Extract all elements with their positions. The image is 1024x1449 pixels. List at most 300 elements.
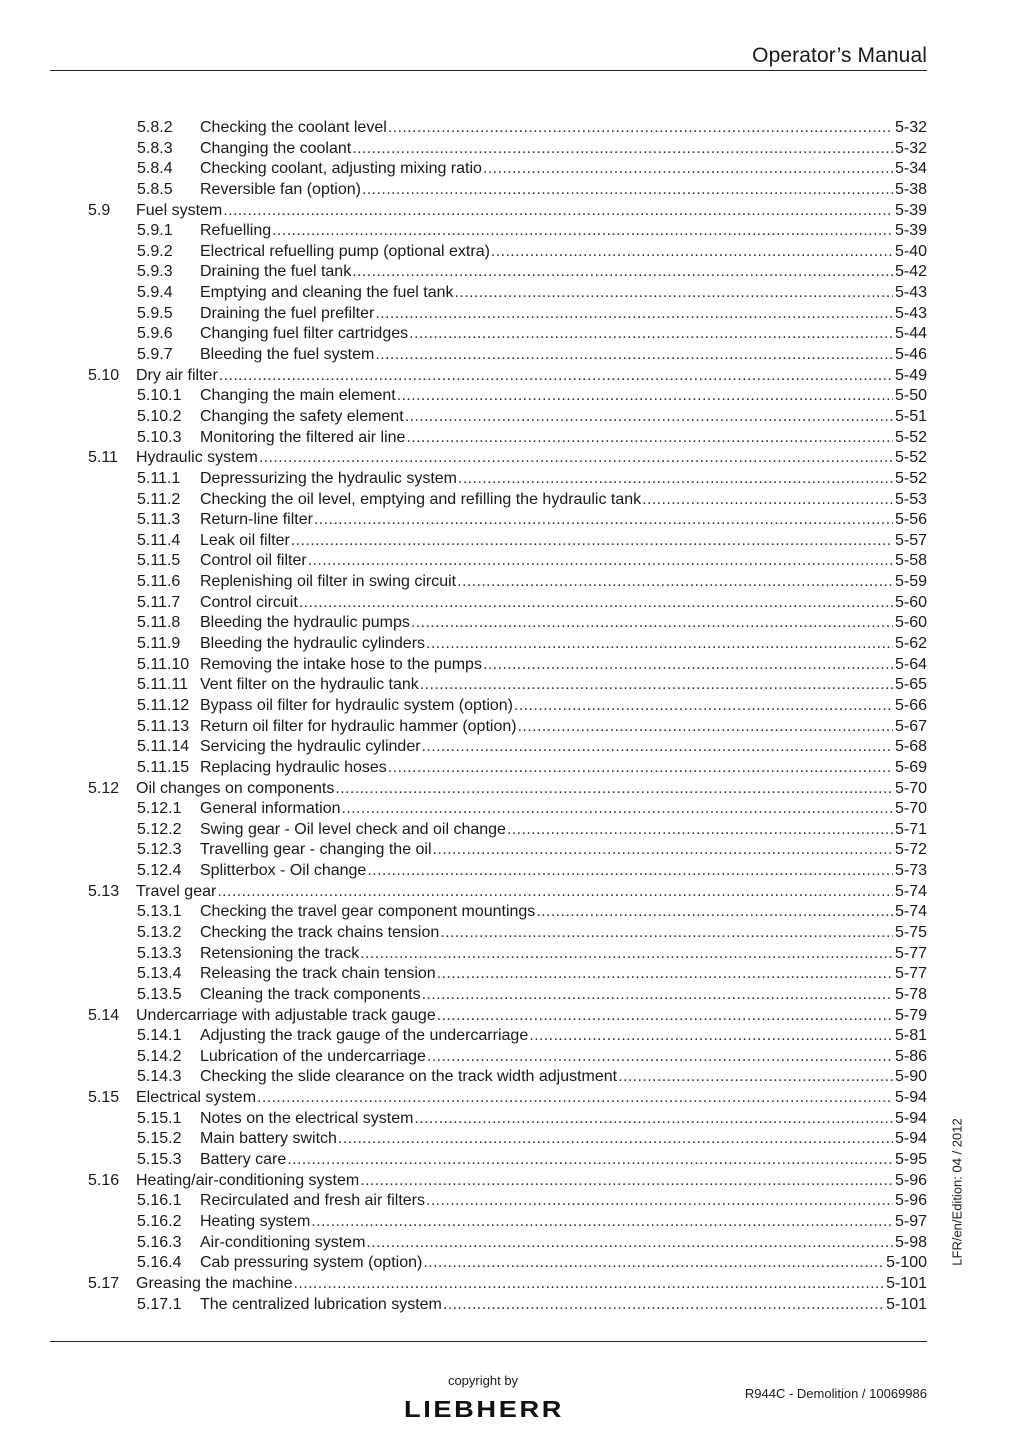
toc-section-row[interactable] xyxy=(88,1171,927,1192)
toc-dot-leader xyxy=(388,118,893,139)
toc-title: Battery care xyxy=(200,1151,287,1169)
toc-title: Checking the coolant level xyxy=(200,119,387,136)
toc-title: Reversible fan (option) xyxy=(200,180,361,198)
toc-page-number: 5-50 xyxy=(894,387,927,405)
toc-number: 5.15.3 xyxy=(137,1151,182,1169)
toc-section-row[interactable] xyxy=(88,779,927,800)
toc-subsection-row[interactable] xyxy=(88,490,927,511)
toc-dot-leader xyxy=(427,1047,893,1068)
toc-entry xyxy=(200,861,927,882)
toc-number: 5.16.4 xyxy=(137,1254,182,1272)
toc-dot-leader xyxy=(338,1129,893,1150)
toc-dot-leader xyxy=(514,696,893,717)
toc-page-number: 5-39 xyxy=(894,201,927,219)
toc-page-number: 5-69 xyxy=(894,758,927,776)
toc-number: 5.11.4 xyxy=(137,531,181,549)
toc-number: 5.14.2 xyxy=(137,1047,182,1065)
toc-subsection-row[interactable] xyxy=(88,1026,927,1047)
toc-number: 5.11.6 xyxy=(137,573,181,591)
toc-dot-leader xyxy=(360,1171,893,1192)
toc-dot-leader xyxy=(457,572,893,593)
toc-number: 5.17 xyxy=(88,1274,120,1292)
footer-rule xyxy=(50,1341,927,1342)
toc-subsection-row[interactable] xyxy=(88,180,927,201)
toc-page-number: 5-73 xyxy=(894,862,927,880)
toc-subsection-row[interactable] xyxy=(88,613,927,634)
toc-subsection-row[interactable] xyxy=(88,593,927,614)
toc-number: 5.11.10 xyxy=(137,655,190,673)
toc-dot-leader xyxy=(443,1295,884,1316)
toc-page-number: 5-62 xyxy=(894,635,927,653)
toc-subsection-row[interactable] xyxy=(88,861,927,882)
toc-number: 5.9.6 xyxy=(137,325,173,343)
toc-number: 5.16.1 xyxy=(137,1192,182,1210)
toc-subsection-row[interactable] xyxy=(88,944,927,965)
toc-entry xyxy=(200,283,927,304)
toc-page-number: 5-96 xyxy=(894,1171,927,1189)
toc-page-number: 5-67 xyxy=(894,717,927,735)
toc-page-number: 5-44 xyxy=(894,325,927,343)
toc-entry xyxy=(200,985,927,1006)
toc-dot-leader xyxy=(352,262,893,283)
toc-dot-leader xyxy=(272,221,893,242)
toc-entry xyxy=(200,944,927,965)
toc-entry xyxy=(200,510,927,531)
toc-title: Swing gear - Oil level check and oil change xyxy=(200,820,506,838)
toc-title: Recirculated and fresh air filters xyxy=(200,1192,425,1210)
toc-subsection-row[interactable] xyxy=(88,799,927,820)
toc-subsection-row[interactable] xyxy=(88,531,927,552)
toc-number: 5.13.2 xyxy=(137,923,182,941)
toc-title: Monitoring the filtered air line xyxy=(200,428,406,446)
toc-entry xyxy=(200,923,927,944)
toc-subsection-row[interactable] xyxy=(88,1109,927,1130)
toc-title: Bypass oil filter for hydraulic system (option) xyxy=(200,696,513,714)
toc-subsection-row[interactable] xyxy=(88,923,927,944)
toc-page-number: 5-32 xyxy=(894,119,927,136)
toc-title: Bleeding the hydraulic pumps xyxy=(200,614,410,632)
toc-number: 5.11.11 xyxy=(137,676,189,694)
toc-title: Travelling gear - changing the oil xyxy=(200,841,432,859)
toc-page-number: 5-94 xyxy=(894,1089,927,1107)
toc-title: Lubrication of the undercarriage xyxy=(200,1047,426,1065)
toc-entry xyxy=(136,201,927,222)
toc-dot-leader xyxy=(311,1212,893,1233)
toc-subsection-row[interactable] xyxy=(88,737,927,758)
toc-page-number: 5-78 xyxy=(894,985,927,1003)
toc-entry xyxy=(200,634,927,655)
toc-subsection-row[interactable] xyxy=(88,1253,927,1274)
toc-dot-leader xyxy=(406,428,893,449)
toc-number: 5.12.4 xyxy=(137,862,182,880)
toc-number: 5.13 xyxy=(88,882,120,900)
toc-title: Adjusting the track gauge of the undercarriage xyxy=(200,1027,529,1045)
toc-page-number: 5-49 xyxy=(894,366,927,384)
toc-subsection-row[interactable] xyxy=(88,139,927,160)
toc-number: 5.13.5 xyxy=(137,985,182,1003)
toc-subsection-row[interactable] xyxy=(88,675,927,696)
toc-title: Releasing the track chain tension xyxy=(200,965,436,983)
toc-subsection-row[interactable] xyxy=(88,345,927,366)
toc-page-number: 5-46 xyxy=(894,346,927,364)
toc-title: Retensioning the track xyxy=(200,944,360,962)
toc-page-number: 5-98 xyxy=(894,1233,927,1251)
toc-title: Cab pressuring system (option) xyxy=(200,1254,423,1272)
toc-dot-leader xyxy=(618,1067,893,1088)
toc-page-number: 5-68 xyxy=(894,738,927,756)
toc-page-number: 5-101 xyxy=(886,1295,927,1313)
toc-entry xyxy=(200,159,927,180)
toc-dot-leader xyxy=(491,242,893,263)
toc-title: Return-line filter xyxy=(200,511,313,529)
toc-title: The centralized lubrication system xyxy=(200,1295,442,1313)
toc-title: Control circuit xyxy=(200,593,298,611)
toc-title: Checking the slide clearance on the track width adjustment xyxy=(200,1068,618,1086)
toc-dot-leader xyxy=(411,613,893,634)
toc-number: 5.11.1 xyxy=(137,469,181,487)
toc-dot-leader xyxy=(420,675,893,696)
toc-number: 5.11.13 xyxy=(137,717,190,735)
toc-dot-leader xyxy=(536,902,893,923)
toc-number: 5.13.4 xyxy=(137,965,182,983)
toc-title: Undercarriage with adjustable track gauge xyxy=(136,1006,436,1024)
toc-subsection-row[interactable] xyxy=(88,1295,927,1316)
toc-title: Checking coolant, adjusting mixing ratio xyxy=(200,160,482,178)
toc-page-number: 5-81 xyxy=(894,1027,927,1045)
toc-dot-leader xyxy=(414,1109,893,1130)
toc-page-number: 5-75 xyxy=(894,923,927,941)
toc-subsection-row[interactable] xyxy=(88,572,927,593)
toc-dot-leader xyxy=(422,737,893,758)
toc-number: 5.11.3 xyxy=(137,511,181,529)
toc-subsection-row[interactable] xyxy=(88,510,927,531)
toc-subsection-row[interactable] xyxy=(88,1150,927,1171)
toc-dot-leader xyxy=(422,985,893,1006)
toc-entry xyxy=(200,221,927,242)
toc-number: 5.10.1 xyxy=(137,387,182,405)
toc-title: Emptying and cleaning the fuel tank xyxy=(200,284,454,302)
toc-page-number: 5-94 xyxy=(894,1109,927,1127)
toc-dot-leader xyxy=(388,758,893,779)
toc-title: Checking the travel gear component mountings xyxy=(200,903,536,921)
toc-number: 5.14 xyxy=(88,1006,120,1024)
toc-page-number: 5-79 xyxy=(894,1006,927,1024)
toc-number: 5.9.1 xyxy=(137,222,173,240)
toc-number: 5.17.1 xyxy=(137,1295,182,1313)
toc-entry xyxy=(200,1295,927,1316)
toc-number: 5.11.12 xyxy=(137,696,190,714)
toc-dot-leader xyxy=(458,469,893,490)
toc-page-number: 5-95 xyxy=(894,1151,927,1169)
toc-dot-leader xyxy=(423,1253,884,1274)
toc-entry xyxy=(200,758,927,779)
toc-dot-leader xyxy=(642,490,893,511)
toc-number: 5.11 xyxy=(88,449,118,467)
toc-subsection-row[interactable] xyxy=(88,717,927,738)
toc-entry xyxy=(136,448,927,469)
toc-number: 5.14.3 xyxy=(137,1068,182,1086)
toc-page-number: 5-42 xyxy=(894,263,927,281)
toc-dot-leader xyxy=(360,944,893,965)
toc-page-number: 5-66 xyxy=(894,696,927,714)
toc-entry xyxy=(200,902,927,923)
toc-entry xyxy=(200,964,927,985)
toc-page-number: 5-72 xyxy=(894,841,927,859)
toc-dot-leader xyxy=(483,655,893,676)
toc-title: Heating/air-conditioning system xyxy=(136,1171,360,1189)
liebherr-logo-text: LIEBHERR xyxy=(404,1397,564,1421)
toc-subsection-row[interactable] xyxy=(88,634,927,655)
toc-number: 5.16 xyxy=(88,1171,120,1189)
toc-number: 5.12.3 xyxy=(137,841,182,859)
toc-title: Oil changes on components xyxy=(136,779,335,797)
toc-entry xyxy=(200,696,927,717)
copyright-label: copyright by xyxy=(447,1373,519,1388)
toc-title: Checking the track chains tension xyxy=(200,923,440,941)
toc-page-number: 5-32 xyxy=(894,139,927,157)
toc-subsection-row[interactable] xyxy=(88,159,927,180)
toc-entry xyxy=(200,1150,927,1171)
toc-section-row[interactable] xyxy=(88,1274,927,1295)
toc-dot-leader xyxy=(367,861,893,882)
toc-dot-leader xyxy=(397,386,893,407)
toc-number: 5.16.3 xyxy=(137,1233,182,1251)
toc-page-number: 5-77 xyxy=(894,965,927,983)
toc-subsection-row[interactable] xyxy=(88,820,927,841)
toc-title: Hydraulic system xyxy=(136,449,258,467)
toc-title: General information xyxy=(200,800,341,818)
toc-page-number: 5-86 xyxy=(894,1047,927,1065)
toc-title: Splitterbox - Oil change xyxy=(200,862,367,880)
toc-title: Heating system xyxy=(200,1212,311,1230)
toc-subsection-row[interactable] xyxy=(88,1067,927,1088)
toc-section-row[interactable] xyxy=(88,1088,927,1109)
toc-dot-leader xyxy=(366,1233,893,1254)
toc-entry xyxy=(200,139,927,160)
toc-page-number: 5-94 xyxy=(894,1130,927,1148)
toc-subsection-row[interactable] xyxy=(88,655,927,676)
toc-subsection-row[interactable] xyxy=(88,304,927,325)
toc-title: Travel gear xyxy=(136,882,217,900)
toc-number: 5.8.3 xyxy=(137,139,173,157)
toc-dot-leader xyxy=(308,551,893,572)
toc-title: Bleeding the hydraulic cylinders xyxy=(200,635,426,653)
toc-subsection-row[interactable] xyxy=(88,758,927,779)
toc-subsection-row[interactable] xyxy=(88,262,927,283)
table-of-contents xyxy=(88,118,927,1315)
toc-entry xyxy=(200,469,927,490)
toc-entry xyxy=(200,304,927,325)
toc-page-number: 5-57 xyxy=(894,531,927,549)
toc-entry xyxy=(200,262,927,283)
toc-page-number: 5-101 xyxy=(886,1274,927,1292)
toc-dot-leader xyxy=(529,1026,893,1047)
toc-entry xyxy=(136,779,927,800)
toc-number: 5.9 xyxy=(88,201,111,219)
toc-entry xyxy=(136,366,927,387)
toc-subsection-row[interactable] xyxy=(88,902,927,923)
toc-section-row[interactable] xyxy=(88,201,927,222)
toc-title: Electrical system xyxy=(136,1089,257,1107)
toc-subsection-row[interactable] xyxy=(88,1212,927,1233)
toc-page-number: 5-71 xyxy=(894,820,927,838)
edition-note xyxy=(945,1112,969,1272)
toc-page-number: 5-51 xyxy=(894,407,927,425)
toc-entry xyxy=(200,1026,927,1047)
toc-page-number: 5-56 xyxy=(894,511,927,529)
toc-number: 5.10 xyxy=(88,366,120,384)
toc-entry xyxy=(200,551,927,572)
toc-subsection-row[interactable] xyxy=(88,696,927,717)
toc-dot-leader xyxy=(433,840,893,861)
toc-dot-leader xyxy=(437,964,893,985)
toc-entry xyxy=(200,428,927,449)
toc-subsection-row[interactable] xyxy=(88,118,927,139)
toc-entry xyxy=(200,799,927,820)
toc-number: 5.15.1 xyxy=(137,1109,182,1127)
toc-page-number: 5-43 xyxy=(894,304,927,322)
toc-number: 5.9.4 xyxy=(137,284,173,302)
toc-number: 5.9.5 xyxy=(137,304,173,322)
toc-title: Vent filter on the hydraulic tank xyxy=(200,676,419,694)
toc-number: 5.13.3 xyxy=(137,944,182,962)
toc-dot-leader xyxy=(219,366,893,387)
toc-subsection-row[interactable] xyxy=(88,221,927,242)
toc-page-number: 5-52 xyxy=(894,428,927,446)
toc-number: 5.10.3 xyxy=(137,428,182,446)
toc-subsection-row[interactable] xyxy=(88,551,927,572)
toc-entry xyxy=(200,1109,927,1130)
toc-dot-leader xyxy=(426,1191,893,1212)
toc-number: 5.11.15 xyxy=(137,758,190,776)
toc-page-number: 5-59 xyxy=(894,573,927,591)
toc-page-number: 5-58 xyxy=(894,552,927,570)
toc-entry xyxy=(200,675,927,696)
toc-title: Cleaning the track components xyxy=(200,985,421,1003)
toc-section-row[interactable] xyxy=(88,882,927,903)
toc-entry xyxy=(200,345,927,366)
toc-title: Main battery switch xyxy=(200,1130,337,1148)
toc-subsection-row[interactable] xyxy=(88,428,927,449)
toc-dot-leader xyxy=(507,820,893,841)
toc-entry xyxy=(136,882,927,903)
toc-entry xyxy=(200,840,927,861)
toc-subsection-row[interactable] xyxy=(88,985,927,1006)
toc-subsection-row[interactable] xyxy=(88,1129,927,1150)
toc-dot-leader xyxy=(440,923,893,944)
toc-entry xyxy=(200,1129,927,1150)
toc-subsection-row[interactable] xyxy=(88,1191,927,1212)
toc-dot-leader xyxy=(259,448,893,469)
toc-page-number: 5-74 xyxy=(894,903,927,921)
page-header-title: Operator’s Manual xyxy=(752,44,927,67)
toc-dot-leader xyxy=(375,345,893,366)
toc-entry xyxy=(200,324,927,345)
toc-page-number: 5-39 xyxy=(894,222,927,240)
toc-subsection-row[interactable] xyxy=(88,840,927,861)
toc-subsection-row[interactable] xyxy=(88,283,927,304)
toc-entry xyxy=(200,1212,927,1233)
toc-page-number: 5-60 xyxy=(894,614,927,632)
toc-entry xyxy=(136,1006,927,1027)
toc-title: Return oil filter for hydraulic hammer (option) xyxy=(200,717,517,735)
toc-title: Depressurizing the hydraulic system xyxy=(200,469,457,487)
toc-dot-leader xyxy=(409,324,893,345)
toc-title: Replenishing oil filter in swing circuit xyxy=(200,573,457,591)
toc-section-row[interactable] xyxy=(88,1006,927,1027)
toc-title: Greasing the machine xyxy=(136,1274,293,1292)
toc-subsection-row[interactable] xyxy=(88,386,927,407)
toc-number: 5.15.2 xyxy=(137,1130,182,1148)
toc-number: 5.11.9 xyxy=(137,635,181,653)
toc-subsection-row[interactable] xyxy=(88,469,927,490)
toc-title: Leak oil filter xyxy=(200,531,290,549)
toc-number: 5.8.4 xyxy=(137,160,173,178)
liebherr-logo xyxy=(402,1397,566,1421)
toc-entry xyxy=(200,386,927,407)
toc-dot-leader xyxy=(335,779,893,800)
toc-title: Bleeding the fuel system xyxy=(200,346,375,364)
toc-entry xyxy=(200,1191,927,1212)
toc-entry xyxy=(136,1171,927,1192)
toc-dot-leader xyxy=(405,407,893,428)
toc-number: 5.14.1 xyxy=(137,1027,182,1045)
toc-entry xyxy=(200,242,927,263)
toc-subsection-row[interactable] xyxy=(88,1047,927,1068)
toc-page-number: 5-90 xyxy=(894,1068,927,1086)
toc-number: 5.9.3 xyxy=(137,263,173,281)
toc-number: 5.15 xyxy=(88,1089,120,1107)
toc-entry xyxy=(200,180,927,201)
toc-subsection-row[interactable] xyxy=(88,407,927,428)
toc-title: Air-conditioning system xyxy=(200,1233,366,1251)
toc-subsection-row[interactable] xyxy=(88,324,927,345)
toc-dot-leader xyxy=(437,1006,893,1027)
toc-entry xyxy=(136,1088,927,1109)
toc-entry xyxy=(136,1274,927,1295)
toc-page-number: 5-52 xyxy=(894,469,927,487)
toc-subsection-row[interactable] xyxy=(88,1233,927,1254)
toc-page-number: 5-43 xyxy=(894,284,927,302)
toc-dot-leader xyxy=(426,634,893,655)
toc-number: 5.12.2 xyxy=(137,820,182,838)
toc-entry xyxy=(200,1047,927,1068)
toc-title: Fuel system xyxy=(136,201,223,219)
toc-title: Changing the safety element xyxy=(200,407,404,425)
header-rule xyxy=(50,70,927,71)
toc-page-number: 5-38 xyxy=(894,180,927,198)
toc-entry xyxy=(200,531,927,552)
toc-subsection-row[interactable] xyxy=(88,242,927,263)
toc-number: 5.8.5 xyxy=(137,180,173,198)
toc-section-row[interactable] xyxy=(88,448,927,469)
toc-entry xyxy=(200,490,927,511)
toc-number: 5.11.5 xyxy=(137,552,181,570)
toc-title: Changing the main element xyxy=(200,387,396,405)
toc-number: 5.11.14 xyxy=(137,738,190,756)
toc-dot-leader xyxy=(342,799,893,820)
toc-entry xyxy=(200,407,927,428)
toc-entry xyxy=(200,613,927,634)
toc-page-number: 5-64 xyxy=(894,655,927,673)
toc-dot-leader xyxy=(455,283,893,304)
toc-page-number: 5-53 xyxy=(894,490,927,508)
toc-entry xyxy=(200,737,927,758)
toc-title: Control oil filter xyxy=(200,552,307,570)
toc-dot-leader xyxy=(291,531,893,552)
toc-section-row[interactable] xyxy=(88,366,927,387)
toc-subsection-row[interactable] xyxy=(88,964,927,985)
